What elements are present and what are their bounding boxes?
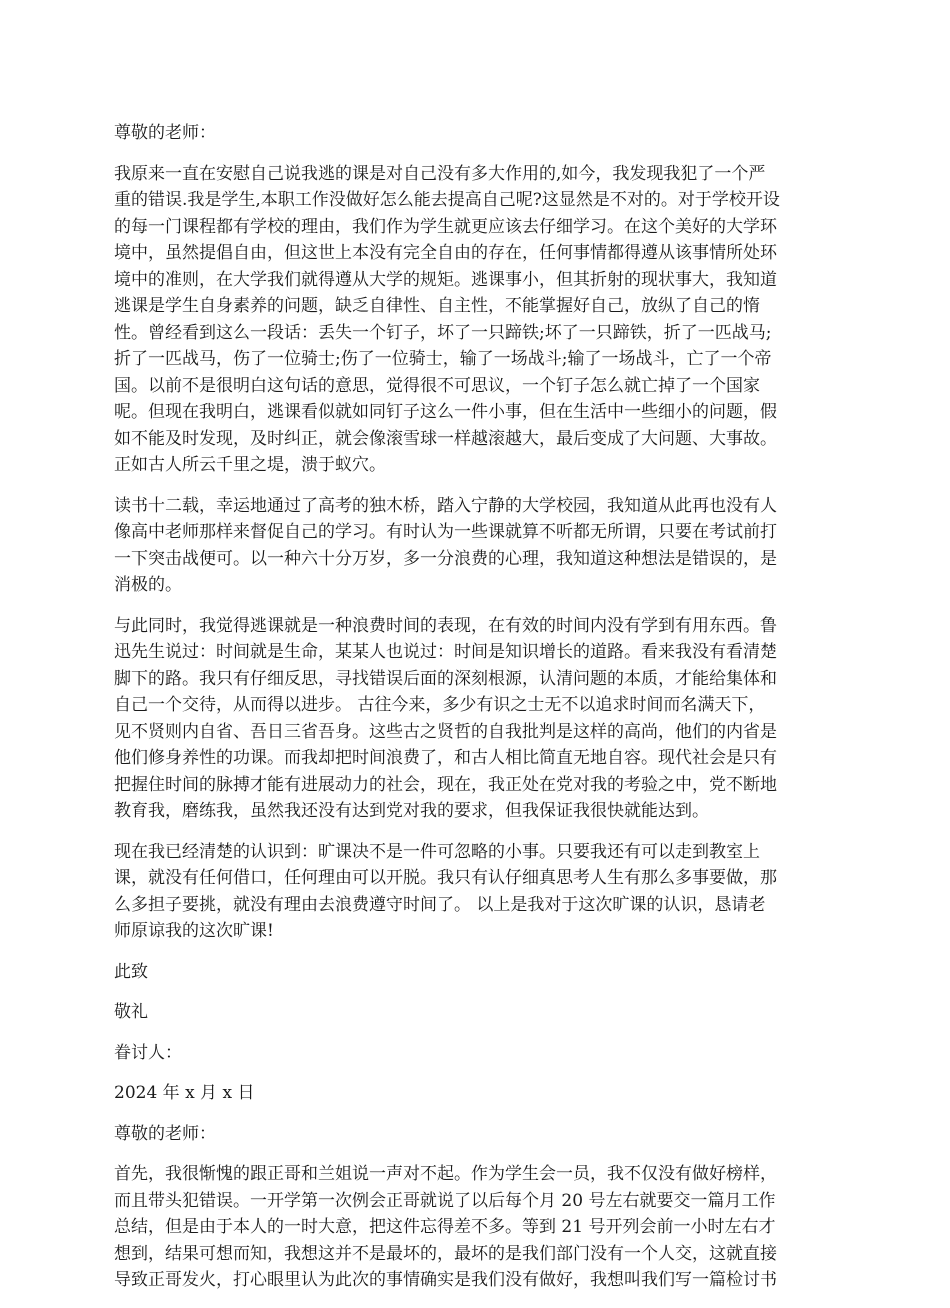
text-line: 导致正哥发火，打心眼里认为此次的事情确实是我们没有做好，我想叫我们写一篇检讨书 <box>114 1270 777 1290</box>
text-line: 么多担子要挑，就没有理由去浪费遵守时间了。 以上是我对于这次旷课的认识，恳请老 <box>114 894 766 915</box>
text-line: 总结，但是由于本人的一时大意，把这件忘得差不多。等到 21 号开列会前一小时左右才 <box>114 1217 776 1237</box>
text-line: 正如古人所云千里之堤，溃于蚁穴。 <box>114 455 386 475</box>
text-line: 与此同时，我觉得逃课就是一种浪费时间的表现，在有效的时间内没有学到有用东西。鲁 <box>114 615 777 636</box>
document-page <box>114 120 836 1308</box>
text-line: 现在我已经清楚的认识到：旷课决不是一件可忽略的小事。只要我还有可以走到教室上 <box>114 841 760 862</box>
text-line: 读书十二载，幸运地通过了高考的独木桥，踏入宁静的大学校园，我知道从此再也没有人 <box>114 495 777 516</box>
text-line: 而且带头犯错误。一开学第一次例会正哥就说了以后每个月 20 号左右就要交一篇月工作 <box>114 1190 776 1211</box>
text-line: 一下突击战便可。以一种六十分万岁，多一分浪费的心理，我知道这种想法是错误的，是 <box>114 548 777 569</box>
text-line: 像高中老师那样来督促自己的学习。有时认为一些课就算不听都无所谓，只要在考试前打 <box>114 522 777 542</box>
text-line: 境中，虽然提倡自由，但这世上本没有完全自由的存在，任何事情都得遵从该事情所处环 <box>114 243 777 263</box>
text-line: 性。曾经看到这么一段话：丢失一个钉子，坏了一只蹄铁;坏了一只蹄铁，折了一匹战马; <box>114 322 772 343</box>
paragraph-4 <box>114 839 836 945</box>
text-line: 自己一个交待，从而得以进步。 古往今来，多少有识之士无不以追求时间而名满天下， <box>114 695 766 715</box>
text-line: 教育我，磨练我，虽然我还没有达到党对我的要求，但我保证我很快就能达到。 <box>114 801 709 821</box>
text-line: 课，就没有任何借口，任何理由可以开脱。我只有认仔细真思考人生有那么多事要做，那 <box>114 868 777 888</box>
text-line: 师原谅我的这次旷课! <box>114 921 274 941</box>
closing-salute: 敬礼 <box>114 1002 148 1022</box>
text-line: 我原来一直在安慰自己说我逃的课是对自己没有多大作用的,如今，我发现我犯了一个严 <box>114 163 766 184</box>
text-line: 逃课是学生自身素养的问题，缺乏自律性、自主性，不能掌握好自己，放纵了自己的惰 <box>114 296 760 316</box>
text-line: 呢。但现在我明白，逃课看似就如同钉子这么一件小事，但在生活中一些细小的问题，假 <box>114 402 777 422</box>
paragraph-5 <box>114 1161 836 1294</box>
text-line: 迅先生说过：时间就是生命，某某人也说过：时间是知识增长的道路。看来我没有看清楚 <box>114 642 777 662</box>
text-line: 他们修身养性的功课。而我却把时间浪费了，和古人相比简直无地自容。现代社会是只有 <box>114 748 777 768</box>
text-line: 折了一匹战马，伤了一位骑士;伤了一位骑士，输了一场战斗;输了一场战斗，亡了一个帝 <box>114 349 772 369</box>
text-line: 国。以前不是很明白这句话的意思，觉得很不可思议，一个钉子怎么就亡掉了一个国家 <box>114 375 760 396</box>
paragraph-2 <box>114 493 836 599</box>
text-line: 想到，结果可想而知，我想这并不是最坏的，最坏的是我们部门没有一个人交，这就直接 <box>114 1243 777 1264</box>
date-line: 2024 年 x 月 x 日 <box>114 1083 255 1103</box>
text-line: 消极的。 <box>114 575 182 595</box>
signature-line: 眷讨人： <box>114 1042 182 1063</box>
text-line: 脚下的路。我只有仔细反思，寻找错误后面的深刻根源，认清问题的本质，才能给集体和 <box>114 668 777 689</box>
text-line: 的每一门课程都有学校的理由，我们作为学生就更应该去仔细学习。在这个美好的大学环 <box>114 216 777 237</box>
salutation-2: 尊敬的老师： <box>114 1123 216 1144</box>
text-line: 首先，我很惭愧的跟正哥和兰姐说一声对不起。作为学生会一员，我不仅没有做好榜样， <box>114 1164 777 1184</box>
text-line: 把握住时间的脉搏才能有进展动力的社会，现在，我正处在党对我的考验之中，党不断地 <box>114 774 777 795</box>
text-line: 重的错误.我是学生,本职工作没做好怎么能去提高自己呢?这显然是不对的。对于学校开设 <box>114 190 780 210</box>
text-line: 如不能及时发现，及时纠正，就会像滚雪球一样越滚越大，最后变成了大问题、大事故。 <box>114 428 777 449</box>
salutation: 尊敬的老师： <box>114 123 216 143</box>
text-line: 见不贤则内自省、吾日三省吾身。这些古之贤哲的自我批判是这样的高尚，他们的内省是 <box>114 721 777 742</box>
closing-line: 此致 <box>114 961 148 982</box>
paragraph-3 <box>114 613 836 825</box>
paragraph-1 <box>114 161 836 479</box>
text-line: 境中的准则，在大学我们就得遵从大学的规矩。逃课事小，但其折射的现状事大，我知道 <box>114 269 777 290</box>
